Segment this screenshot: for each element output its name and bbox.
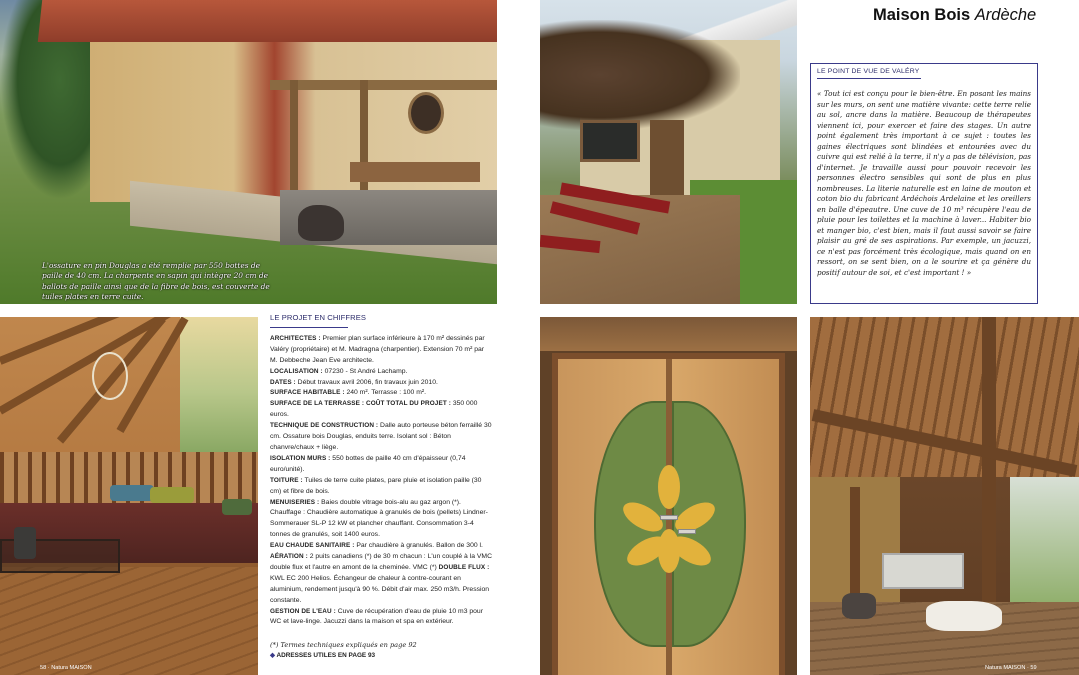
fact-value: 350 000 euros. — [270, 400, 478, 419]
fact-key: GESTION DE L'EAU : — [270, 607, 336, 615]
fact-value: Début travaux avril 2006, fin travaux juin 2010. — [295, 378, 438, 386]
footnote: (*) Termes techniques expliqués en page 92 — [270, 641, 417, 650]
folio-left: 58 · Natura MAISON — [40, 665, 92, 671]
fact-value: KWL EC 200 Helios. Échangeur de chaleur à contre-courant en aluminium, rendement jusqu'à 90 %. Débit d'air max. 250 m3/h. Pression constante. — [270, 574, 490, 604]
fact-value: 550 bottes de paille 40 cm d'épaisseur (0,74 euro/unité). — [270, 454, 466, 473]
fact-value: Par chaudière à granulés. Ballon de 300 l. — [354, 542, 483, 550]
fact-value: Baies double vitrage bois-alu au gaz argon (*). Chauffage : Chaudière automatique à granulés de bois (pellets) Lindner-Sommerauer SL-P 12 kW et plancher chauffant. Consommation 3-4 tonnes de granulés, soit 1400 euros. — [270, 498, 488, 539]
fact-value: 2 puits canadiens (*) de 30 m chacun : L'un couplé à la VMC double flux et l'autre en amont de la cheminée. VMC (*) — [270, 553, 492, 571]
diamond-icon: ◆ — [270, 652, 275, 660]
photo-wooden-door — [540, 317, 797, 675]
fact-key: TOITURE : — [270, 476, 303, 484]
fact-key: ISOLATION MURS : — [270, 454, 331, 462]
fact-value: Dalle auto porteuse béton ferraillé 30 cm. Ossature bois Douglas, enduits terre. Isolant sol : Béton chanvre/chaux + liège. — [270, 422, 492, 451]
project-facts — [270, 313, 492, 660]
dog — [926, 601, 1002, 631]
fact-value: Tuiles de terre cuite plates, pare pluie et isolation paille (30 cm) et fibre de bois. — [270, 476, 482, 495]
page-title: Maison Bois Ardèche — [873, 6, 1037, 24]
fact-value: Cuve de récupération d'eau de pluie 10 m3 pour WC et lave-linge. Jacuzzi dans la maison et spa en extérieur. — [270, 607, 483, 626]
quote-box — [810, 63, 1038, 304]
photo-caption: L'ossature en pin Douglas a été remplie par 550 bottes de paille de 40 cm. La charpente en sapin qui intègre 20 cm de ballots de paille ainsi que de la fibre de bois, est couverte de tuiles plates en terre cuite. — [42, 261, 270, 301]
donkey — [298, 205, 344, 241]
folio-right: Natura MAISON · 59 — [985, 665, 1037, 671]
fact-key: AÉRATION : — [270, 553, 308, 561]
photo-loft-interior — [0, 317, 258, 675]
fact-key: LOCALISATION : — [270, 367, 323, 375]
fact-key: SURFACE HABITABLE : — [270, 389, 345, 397]
photo-thatched-house — [540, 0, 797, 304]
lantern-icon — [14, 527, 36, 559]
fact-value: Premier plan surface inférieure à 170 m² dessinés par Valéry (propriétaire) et M. Madragna (charpentier). Extension 70 m² par M. Debbeche Jean Eve architecte. — [270, 334, 485, 364]
fact-key: ARCHITECTES : — [270, 334, 321, 342]
fact-value: 07230 - St André Lachamp. — [322, 367, 408, 375]
fact-key: TECHNIQUE DE CONSTRUCTION : — [270, 422, 379, 430]
project-facts-body — [270, 334, 492, 628]
project-facts-title: LE PROJET EN CHIFFRES — [270, 313, 348, 328]
goat — [842, 593, 876, 619]
photo-deck-with-dog — [810, 317, 1079, 675]
fact-key: EAU CHAUDE SANITAIRE : — [270, 542, 355, 550]
fact-value: 240 m². Terrasse : 100 m². — [344, 389, 427, 397]
photo-straw-house — [0, 0, 497, 304]
fact-key: SURFACE DE LA TERRASSE : COÛT TOTAL DU PROJET : — [270, 400, 451, 408]
fact-key: DATES : — [270, 378, 296, 386]
fact-key: DOUBLE FLUX : — [438, 563, 490, 571]
quote-box-title: LE POINT DE VUE DE VALÉRY — [817, 68, 921, 79]
fact-key: MENUISERIES : — [270, 498, 320, 506]
addresses-link[interactable]: ◆ ADRESSES UTILES EN PAGE 93 — [270, 652, 376, 660]
quote-text: « Tout ici est conçu pour le bien-être. En posant les mains sur les murs, on sent une matière vivante: cette terre relie au sol, ancre dans la matière. Beaucoup de thérapeutes viennent ici, pour exercer et faire des stages. Un autre point également très important à ce sujet : toutes les gaines électriques sont blindées et entourées avec du cuivre qui est relié à la terre, il n'y a pas de télévision, pas d'internet. Je travaille aussi pour pouvoir recevoir les personnes électro sensibles qui sont de plus en plus nombreuses. La literie naturelle est en laine de mouton et coton bio du fabricant Ardéchois Ardelaine et les oreillers en balle d'épeautre. Une cuve de 10 m³ récupère l'eau de pluie pour les toilettes et la machine à laver... Habiter bio et manger bio, c'est bien, mais il faut aussi savoir se faire plaisir au gré de ses aspirations. Par exemple, un jacuzzi, ce n'est pas forcément très écologique, mais quand on en ressort, on se sent bien, on a le sourire et ça génère du positif autour de soi, et c'est important ! » — [817, 89, 1031, 277]
